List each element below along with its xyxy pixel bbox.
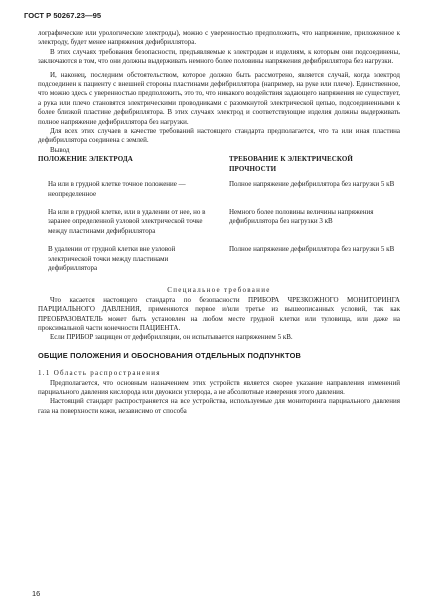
page-content bbox=[38, 29, 400, 416]
table-row bbox=[38, 208, 400, 245]
paragraph: И, наконец, последним обстоятельством, которое должно быть рассмотрено, является случай, когда электрод подсоединен к пациенту с внешней стороны пластинами дефибриллятора (например, на руке или плече). Единственное, что можно здесь с уверенностью предположить, это то, что никакого воздействия задающего напряжения не существует, а рука или плечо становятся электрическими проводниками с разомкнутой электрической цепью, подсоединенными к более близкой пластине дефибриллятора. В этих случаях электрод и соответствующие изделия должны выдерживать полное напряжение дефибриллятора без нагрузки. bbox=[38, 70, 400, 126]
paragraph: Для всех этих случаев в качестве требований настоящего стандарта предполагается, что та или иная пластина дефибриллятора соединена с землей. bbox=[38, 127, 400, 145]
table-row bbox=[38, 245, 400, 282]
paragraph: лографические или урологические электроды), можно с уверенностью предположить, что напряжение, приложенное к электроду, будет менее напряжения дефибриллятора. bbox=[38, 29, 400, 47]
standard-header: ГОСТ Р 50267.23—95 bbox=[24, 11, 102, 20]
section-heading: ОБЩИЕ ПОЛОЖЕНИЯ И ОБОСНОВАНИЯ ОТДЕЛЬНЫХ ПОДПУНКТОВ bbox=[38, 350, 302, 360]
paragraph: В этих случаях требования безопасности, предъявляемые к электродам и изделиям, к которым они подсоединены, заключаются в том, что они должны выдерживать немного более половины напряжения дефибриллятора без нагрузки. bbox=[38, 47, 400, 66]
cell-position: В удалении от грудной клетки вне узловой электрической точки между пластинами дефибриллятора bbox=[48, 245, 176, 272]
table-lead: Вывод bbox=[50, 145, 70, 154]
cell-requirement: Полное напряжение дефибриллятора без нагрузки 5 кВ bbox=[229, 245, 395, 254]
special-requirement-title: Специальное требование bbox=[167, 286, 271, 295]
paragraph: Настоящий стандарт распространяется на все устройства, используемые для мониторинга парциального давления газа на поверхности кожи, независимо от способа bbox=[38, 397, 400, 415]
cell-requirement: Полное напряжение дефибриллятора без нагрузки 5 кВ bbox=[229, 180, 395, 189]
header-electrode-position: ПОЛОЖЕНИЕ ЭЛЕКТРОДА bbox=[38, 155, 133, 164]
subsection-heading: 1.1 Область распространения bbox=[38, 369, 161, 378]
cell-requirement: Немного более половины величины напряжения дефибриллятора без нагрузки 3 кВ bbox=[229, 207, 374, 226]
paragraph: Что касается настоящего стандарта по безопасности ПРИБОРА ЧРЕЗКОЖНОГО МОНИТОРИНГА ПАРЦИАЛЬНОГО ДАВЛЕНИЯ, применяются первое и/или третье из вышеописанных условий, так как ПРЕОБРАЗОВАТЕЛЬ может быть установлен на любом месте грудной клетки или туловища, или даже на проксимальной части конечности ПАЦИЕНТА. bbox=[38, 295, 400, 332]
paragraph: Если ПРИБОР защищен от дефибрилляции, он испытывается напряжением 5 кВ. bbox=[50, 333, 293, 342]
header-strength-requirement: ТРЕБОВАНИЕ К ЭЛЕКТРИЧЕСКОЙ ПРОЧНОСТИ bbox=[229, 155, 353, 173]
page-number: 16 bbox=[32, 589, 41, 598]
table-header-row bbox=[38, 155, 400, 180]
cell-position: На или в грудной клетке, или в удалении от нее, но в заранее определенной узловой электрической точке между пластинами дефибриллятора bbox=[48, 207, 206, 235]
table-row bbox=[38, 180, 400, 208]
requirements-table bbox=[38, 155, 400, 282]
cell-position: На или в грудной клетке точное положение — неопределенное bbox=[48, 180, 186, 198]
paragraph: Предполагается, что основным назначением этих устройств является скорее указание направления изменений парциального давления кислорода или двуокиси углерода, а не абсолютные измерения этого давления. bbox=[38, 378, 400, 396]
